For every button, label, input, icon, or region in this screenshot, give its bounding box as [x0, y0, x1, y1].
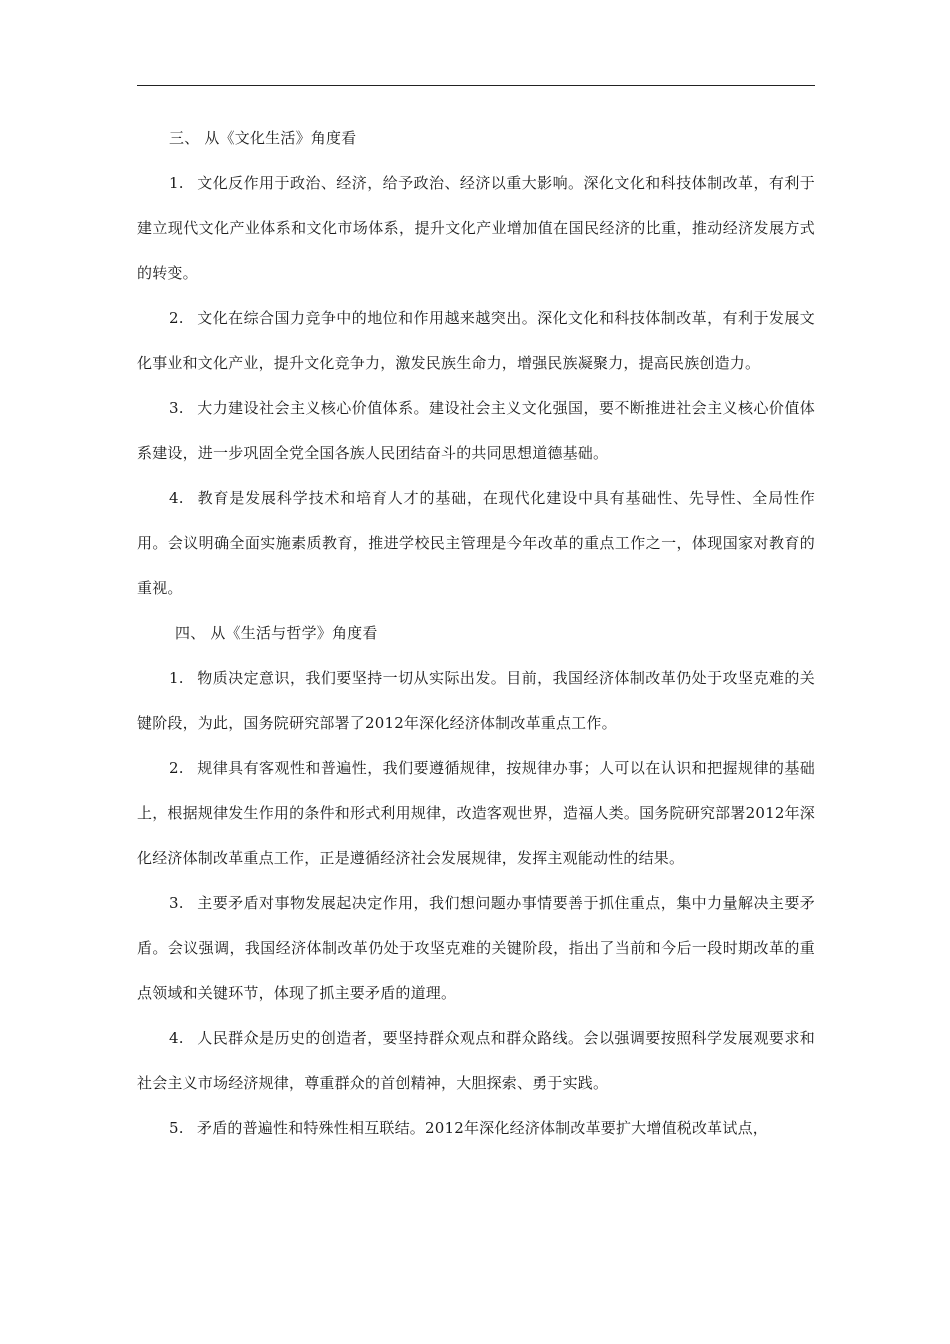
- paragraph: [137, 476, 815, 611]
- paragraph: [137, 1106, 815, 1151]
- paragraph-number: 4.: [169, 1029, 184, 1047]
- paragraph-text: 规律具有客观性和普遍性，我们要遵循规律，按规律办事；人可以在认识和把握规律的基础上，根据规律发生作用的条件和形式利用规律，改造客观世界，造福人类。国务院研究部署2012年深化经济体制改革重点工作，正是遵循经济社会发展规律，发挥主观能动性的结果。: [137, 759, 815, 867]
- paragraph-number: 4.: [169, 489, 184, 507]
- paragraph-text: 矛盾的普遍性和特殊性相互联结。2012年深化经济体制改革要扩大增值税改革试点，: [197, 1119, 768, 1137]
- paragraph: [137, 656, 815, 746]
- paragraph-text: 文化在综合国力竞争中的地位和作用越来越突出。深化文化和科技体制改革，有利于发展文化事业和文化产业，提升文化竞争力，激发民族生命力，增强民族凝聚力，提高民族创造力。: [137, 309, 815, 372]
- header-rule: [137, 85, 815, 86]
- paragraph-number: 2.: [169, 759, 184, 777]
- paragraph-number: 1.: [169, 174, 184, 192]
- paragraph-text: 大力建设社会主义核心价值体系。建设社会主义文化强国，要不断推进社会主义核心价值体系建设，进一步巩固全党全国各族人民团结奋斗的共同思想道德基础。: [137, 399, 815, 462]
- paragraph-text: 物质决定意识，我们要坚持一切从实际出发。目前，我国经济体制改革仍处于攻坚克难的关键阶段，为此，国务院研究部署了2012年深化经济体制改革重点工作。: [137, 669, 815, 732]
- paragraph: [137, 296, 815, 386]
- section-heading-philosophy: 四、 从《生活与哲学》角度看: [175, 624, 378, 642]
- section-heading-culture: 三、 从《文化生活》角度看: [169, 129, 357, 147]
- document-body: [137, 116, 815, 1151]
- paragraph-number: 3.: [169, 894, 184, 912]
- paragraph: [137, 161, 815, 296]
- paragraph-text: 人民群众是历史的创造者，要坚持群众观点和群众路线。会以强调要按照科学发展观要求和社会主义市场经济规律，尊重群众的首创精神，大胆探索、勇于实践。: [137, 1029, 815, 1092]
- paragraph-text: 主要矛盾对事物发展起决定作用，我们想问题办事情要善于抓住重点，集中力量解决主要矛盾。会议强调，我国经济体制改革仍处于攻坚克难的关键阶段，指出了当前和今后一段时期改革的重点领域和关键环节，体现了抓主要矛盾的道理。: [137, 894, 815, 1002]
- paragraph-number: 1.: [169, 669, 184, 687]
- paragraph: [137, 746, 815, 881]
- paragraph-number: 3.: [169, 399, 184, 417]
- paragraph: [137, 881, 815, 1016]
- paragraph: [137, 386, 815, 476]
- paragraph-text: 教育是发展科学技术和培育人才的基础，在现代化建设中具有基础性、先导性、全局性作用。会议明确全面实施素质教育，推进学校民主管理是今年改革的重点工作之一，体现国家对教育的重视。: [137, 489, 815, 597]
- paragraph-number: 5.: [169, 1119, 184, 1137]
- paragraph: [137, 1016, 815, 1106]
- paragraph-text: 文化反作用于政治、经济，给予政治、经济以重大影响。深化文化和科技体制改革，有利于建立现代文化产业体系和文化市场体系，提升文化产业增加值在国民经济的比重，推动经济发展方式的转变。: [137, 174, 815, 282]
- paragraph-number: 2.: [169, 309, 184, 327]
